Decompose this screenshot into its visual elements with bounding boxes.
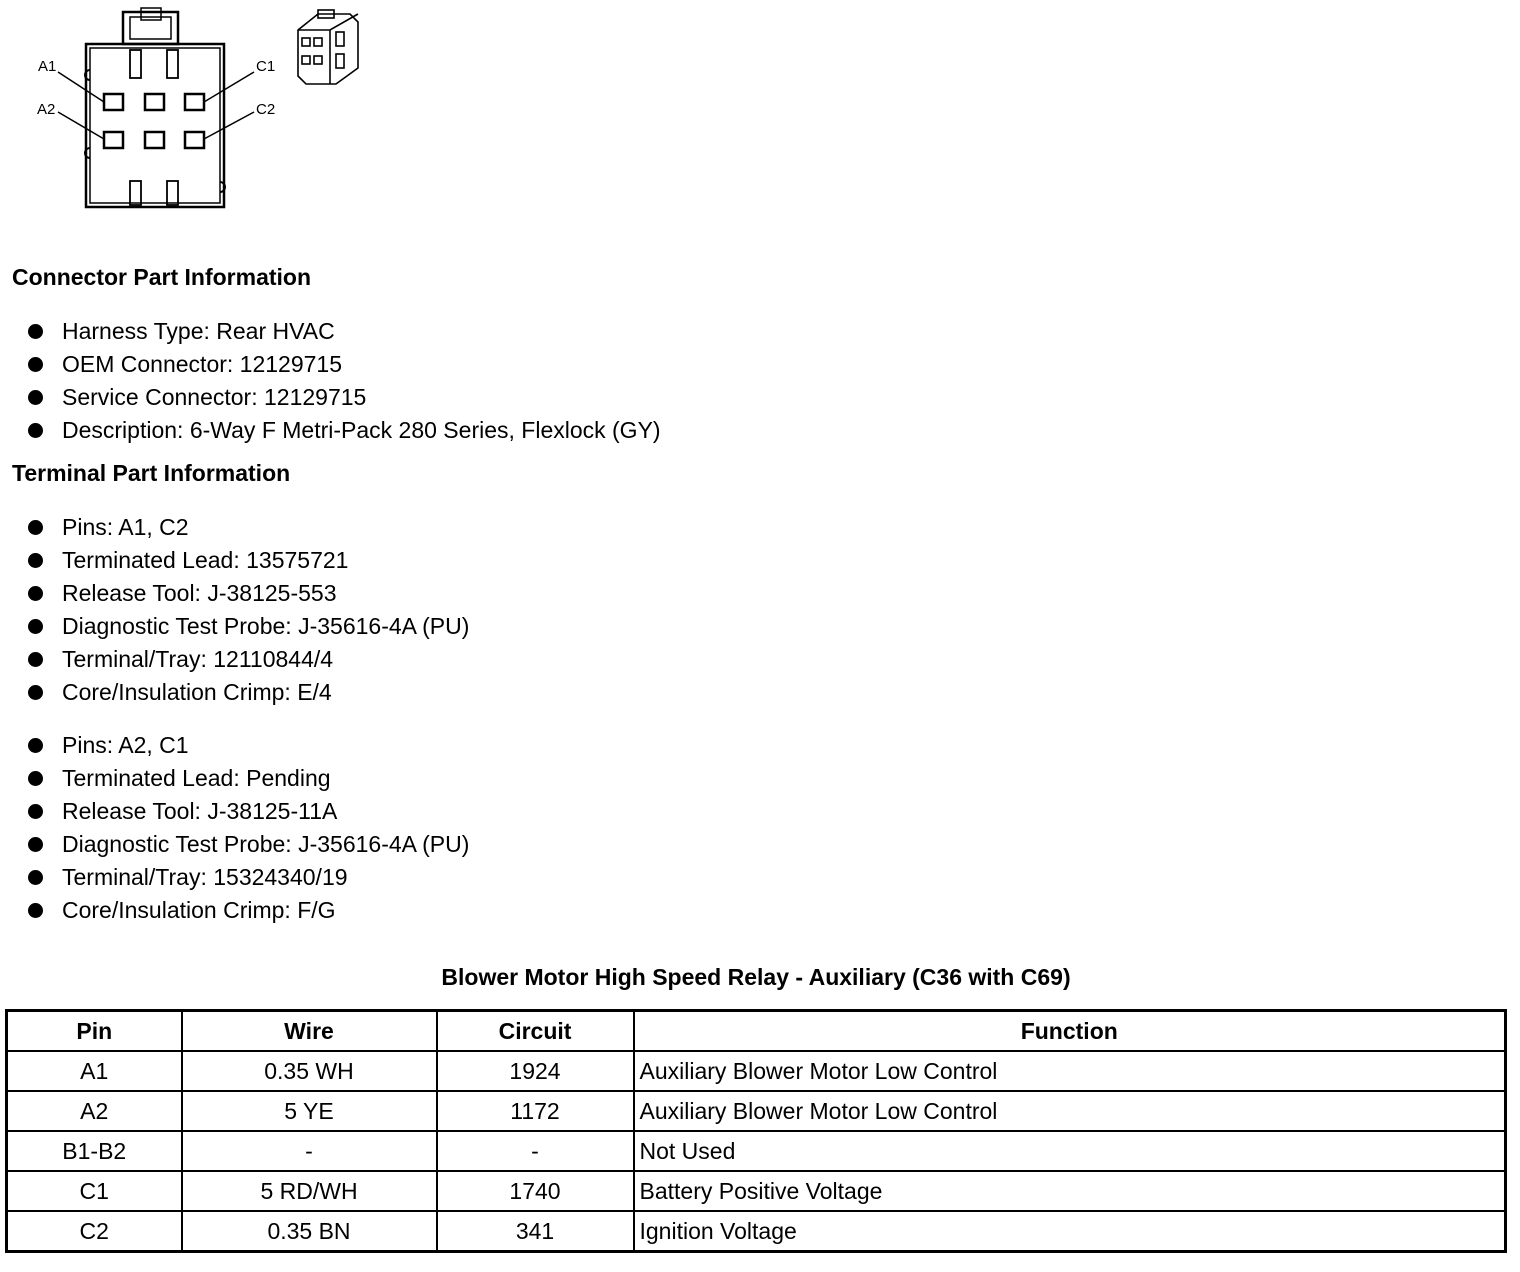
bullet-icon	[28, 870, 43, 885]
cell-wire: 5 YE	[182, 1091, 437, 1131]
cell-circuit: -	[437, 1131, 634, 1171]
cavity-c2	[185, 132, 204, 148]
cell-wire: 5 RD/WH	[182, 1171, 437, 1211]
cavity-a2	[104, 132, 123, 148]
cell-circuit: 1924	[437, 1051, 634, 1091]
bullet-icon	[28, 837, 43, 852]
bullet-icon	[28, 553, 43, 568]
bullet-icon	[28, 619, 43, 634]
cavity-c1	[185, 94, 204, 110]
table-row	[7, 1051, 1506, 1091]
cell-wire: 0.35 BN	[182, 1211, 437, 1252]
connector-info-list	[28, 315, 661, 447]
bullet-icon	[28, 324, 43, 339]
cavity-b1	[145, 94, 164, 110]
terminal-group-2	[28, 729, 469, 927]
bullet-icon	[28, 771, 43, 786]
list-item: Diagnostic Test Probe: J-35616-4A (PU)	[28, 828, 469, 861]
connector-body	[86, 44, 224, 207]
pin-table	[5, 1009, 1507, 1253]
cell-circuit: 1740	[437, 1171, 634, 1211]
cell-function: Ignition Voltage	[634, 1211, 1506, 1252]
cell-wire: -	[182, 1131, 437, 1171]
table-row	[7, 1131, 1506, 1171]
cavity-a1	[104, 94, 123, 110]
cell-pin: A2	[7, 1091, 182, 1131]
pin-label-c1: C1	[256, 58, 276, 75]
list-item: Pins: A2, C1	[28, 729, 469, 762]
column-header-circuit: Circuit	[437, 1011, 634, 1052]
list-item: Release Tool: J-38125-553	[28, 577, 469, 610]
list-item: Terminal/Tray: 15324340/19	[28, 861, 469, 894]
list-item: Core/Insulation Crimp: E/4	[28, 676, 469, 709]
pin-label-a1: A1	[38, 58, 57, 75]
cell-pin: C2	[7, 1211, 182, 1252]
pin-label-c2: C2	[256, 101, 276, 118]
list-item: Terminated Lead: 13575721	[28, 544, 469, 577]
table-row	[7, 1091, 1506, 1131]
table-row	[7, 1171, 1506, 1211]
list-item: Diagnostic Test Probe: J-35616-4A (PU)	[28, 610, 469, 643]
cell-circuit: 1172	[437, 1091, 634, 1131]
table-row	[7, 1211, 1506, 1252]
bullet-icon	[28, 423, 43, 438]
cell-function: Auxiliary Blower Motor Low Control	[634, 1051, 1506, 1091]
bullet-icon	[28, 652, 43, 667]
list-item: Core/Insulation Crimp: F/G	[28, 894, 469, 927]
bullet-icon	[28, 738, 43, 753]
column-header-function: Function	[634, 1011, 1506, 1052]
cell-function: Battery Positive Voltage	[634, 1171, 1506, 1211]
bullet-icon	[28, 685, 43, 700]
cell-pin: C1	[7, 1171, 182, 1211]
list-item: Service Connector: 12129715	[28, 381, 661, 414]
cell-pin: A1	[7, 1051, 182, 1091]
bullet-icon	[28, 357, 43, 372]
bullet-icon	[28, 520, 43, 535]
connector-diagram	[0, 0, 380, 215]
cell-pin: B1-B2	[7, 1131, 182, 1171]
bullet-icon	[28, 804, 43, 819]
pin-label-a2: A2	[37, 101, 56, 118]
list-item: Harness Type: Rear HVAC	[28, 315, 661, 348]
cavity-b2	[145, 132, 164, 148]
table-title: Blower Motor High Speed Relay - Auxiliary (C36 with C69)	[441, 964, 1071, 990]
table-header-row	[7, 1011, 1506, 1052]
list-item: Terminal/Tray: 12110844/4	[28, 643, 469, 676]
bullet-icon	[28, 390, 43, 405]
list-item: Terminated Lead: Pending	[28, 762, 469, 795]
connector-iso-icon	[298, 10, 358, 84]
connector-info-heading: Connector Part Information	[12, 264, 312, 290]
cell-circuit: 341	[437, 1211, 634, 1252]
cell-function: Auxiliary Blower Motor Low Control	[634, 1091, 1506, 1131]
list-item: OEM Connector: 12129715	[28, 348, 661, 381]
list-item: Pins: A1, C2	[28, 511, 469, 544]
terminal-group-1	[28, 511, 469, 709]
bullet-icon	[28, 586, 43, 601]
terminal-info-heading: Terminal Part Information	[12, 460, 291, 486]
list-item: Description: 6-Way F Metri-Pack 280 Series, Flexlock (GY)	[28, 414, 661, 447]
column-header-pin: Pin	[7, 1011, 182, 1052]
column-header-wire: Wire	[182, 1011, 437, 1052]
cell-wire: 0.35 WH	[182, 1051, 437, 1091]
bullet-icon	[28, 903, 43, 918]
cell-function: Not Used	[634, 1131, 1506, 1171]
list-item: Release Tool: J-38125-11A	[28, 795, 469, 828]
